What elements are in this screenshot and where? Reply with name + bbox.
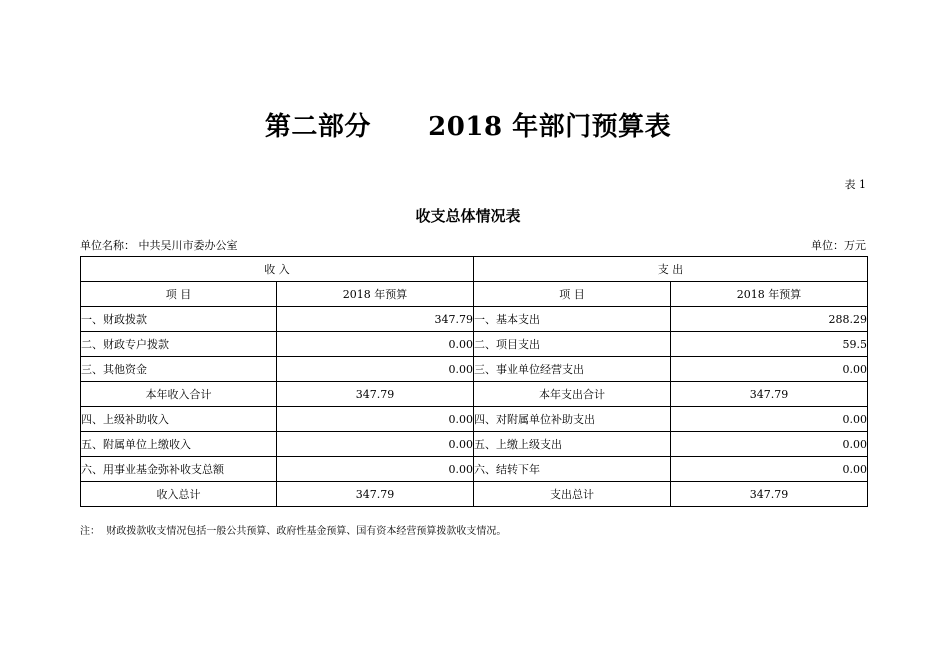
footnote: 注： 财政拨款收支情况包括一般公共预算、政府性基金预算、国有资本经营预算拨款收支情况。: [80, 526, 507, 537]
expense-value: 288.29: [671, 307, 868, 332]
table-number: 表 1: [844, 178, 866, 191]
expense-item-col-header: 项 目: [474, 282, 671, 307]
expense-item: 二、项目支出: [474, 332, 671, 357]
expense-header: 支 出: [474, 257, 868, 282]
income-item: 五、附属单位上缴收入: [81, 432, 277, 457]
table-row: [81, 357, 868, 382]
income-value: 0.00: [277, 457, 474, 482]
income-value: 0.00: [277, 407, 474, 432]
page-title: 第二部分 2018 年部门预算表: [264, 112, 672, 142]
unit-name: 单位名称： 中共吴川市委办公室: [80, 239, 238, 252]
budget-table: [80, 256, 868, 507]
income-item-col-header: 项 目: [81, 282, 277, 307]
income-item: 四、上级补助收入: [81, 407, 277, 432]
total-row: [81, 482, 868, 507]
expense-budget-col-header: 2018 年预算: [671, 282, 868, 307]
income-value: 347.79: [277, 307, 474, 332]
income-total-label: 收入总计: [81, 482, 277, 507]
expense-value: 0.00: [671, 407, 868, 432]
table-header-row: [81, 257, 868, 282]
income-item: 三、其他资金: [81, 357, 277, 382]
expense-total-value: 347.79: [671, 482, 868, 507]
table-row: [81, 332, 868, 357]
expense-subtotal-label: 本年支出合计: [474, 382, 671, 407]
expense-item: 一、基本支出: [474, 307, 671, 332]
expense-value: 0.00: [671, 432, 868, 457]
expense-item: 四、对附属单位补助支出: [474, 407, 671, 432]
expense-item: 三、事业单位经营支出: [474, 357, 671, 382]
expense-value: 0.00: [671, 457, 868, 482]
income-item: 一、财政拨款: [81, 307, 277, 332]
expense-total-label: 支出总计: [474, 482, 671, 507]
income-value: 0.00: [277, 357, 474, 382]
income-item: 二、财政专户拨款: [81, 332, 277, 357]
table-row: [81, 407, 868, 432]
table-title: 收支总体情况表: [415, 207, 521, 225]
income-header: 收 入: [81, 257, 474, 282]
income-budget-col-header: 2018 年预算: [277, 282, 474, 307]
income-item: 六、用事业基金弥补收支总额: [81, 457, 277, 482]
unit-label: 单位：万元: [811, 239, 866, 252]
expense-value: 0.00: [671, 357, 868, 382]
expense-item: 五、上缴上级支出: [474, 432, 671, 457]
expense-value: 59.5: [671, 332, 868, 357]
income-subtotal-value: 347.79: [277, 382, 474, 407]
table-subheader-row: [81, 282, 868, 307]
table-row: [81, 432, 868, 457]
income-value: 0.00: [277, 332, 474, 357]
table-row: [81, 457, 868, 482]
expense-item: 六、结转下年: [474, 457, 671, 482]
income-subtotal-label: 本年收入合计: [81, 382, 277, 407]
income-value: 0.00: [277, 432, 474, 457]
subtotal-row: [81, 382, 868, 407]
table-row: [81, 307, 868, 332]
income-total-value: 347.79: [277, 482, 474, 507]
expense-subtotal-value: 347.79: [671, 382, 868, 407]
